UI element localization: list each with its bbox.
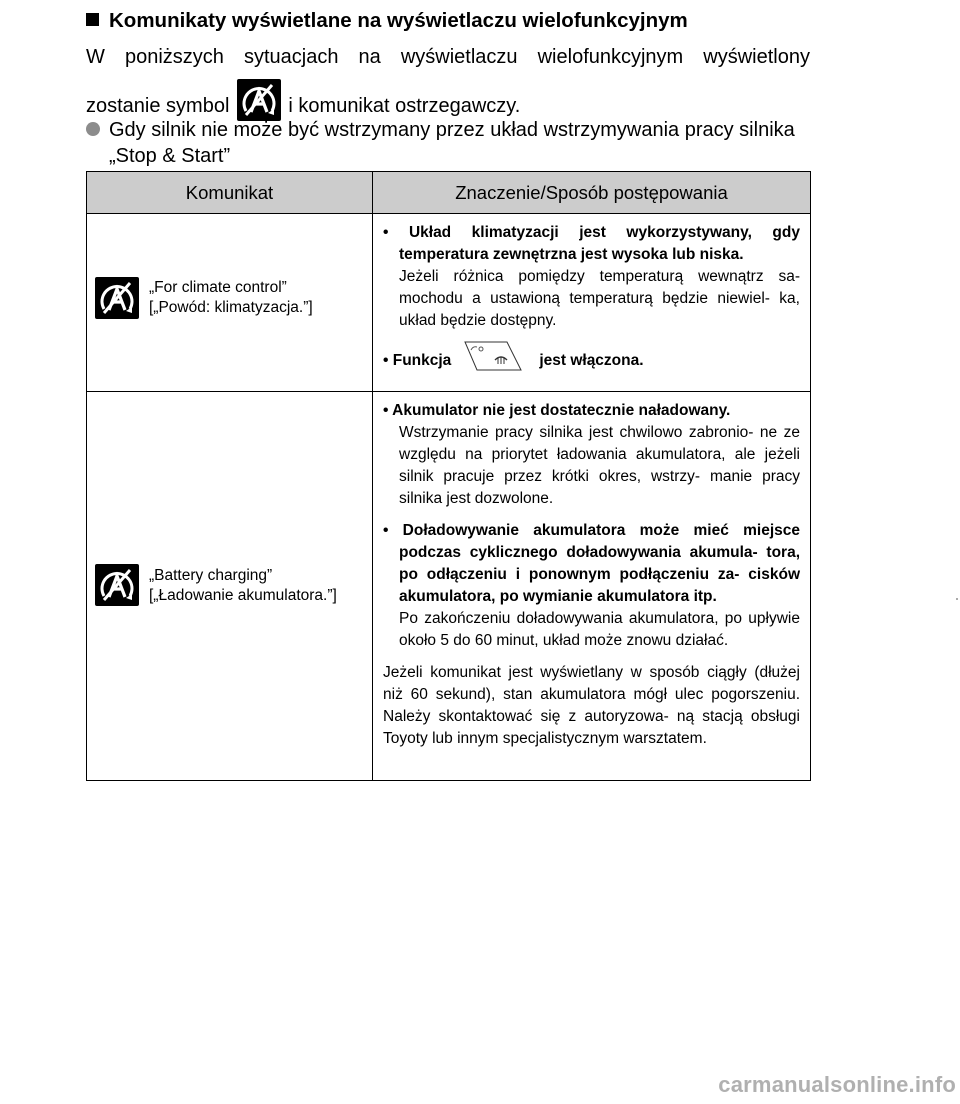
message-label-line-1: „Battery charging” [149,567,273,584]
column-header-message: Komunikat [87,172,373,214]
function-line [383,340,800,381]
intro-text-after-icon: i komunikat ostrzegawczy. [288,94,521,117]
intro-line-1: W poniższych sytuacjach na wyświetlaczu wielofunkcyjnym wyświetlony [86,46,810,68]
meaning-normal-text: Po zakończeniu doładowywania akumulatora, po upływie około 5 do 60 minut, układ może znowu działać. [399,610,800,649]
windshield-defogger-button-icon [463,340,523,381]
section-heading [86,8,688,34]
meaning-bold-text: • Akumulator nie jest dostatecznie naładowany. [383,402,731,419]
meaning-bold-text: • Układ klimatyzacji jest wykorzystywany, gdy temperatura zewnętrzna jest wysoka lub niska. [383,224,800,263]
condition-line-1: Gdy silnik nie może być wstrzymany przez układ wstrzymywania pracy silnika [109,119,795,141]
meaning-normal-text: Jeżeli różnica pomiędzy temperaturą wewnątrz sa- mochodu a ustawioną temperaturą będzie niewiel- ka, układ będzie dostępny. [399,268,800,329]
meaning-footer-text: Jeżeli komunikat jest wyświetlany w sposób ciągły (dłużej niż 60 sekund), stan akumulatora mógł ulec pogorszeniu. Należy skontaktować się z autoryzowa- ną stacją obsługi Toyoty lub innym specjalistycznym warsztatem. [383,664,800,747]
auto-stop-start-off-icon [95,564,139,611]
message-label-line-2: [„Powód: klimatyzacja.”] [149,299,313,316]
message-label-line-2: [„Ładowanie akumulatora.”] [149,587,337,604]
square-bullet-icon [86,13,99,26]
condition-line-2: „Stop & Start” [109,145,231,167]
circle-bullet-icon [86,122,100,136]
message-label [149,566,337,606]
function-text-after: jest włączona. [539,351,644,369]
meaning-normal-text: Wstrzymanie pracy silnika jest chwilowo zabronio- ne ze względu na priorytet ładowania akumulatora, ale jeżeli silnik pracuje przez krótki okres, wstrzy- manie pracy silnika jest dozwolone. [399,424,800,507]
function-text-before: • Funkcja [383,351,452,369]
message-cell-battery [87,392,373,781]
table-row [87,214,811,392]
condition-bullet [86,117,810,169]
section-heading-text: Komunikaty wyświetlane na wyświetlaczu wielofunkcyjnym [109,9,688,32]
message-cell-climate [87,214,373,392]
intro-text-before-icon: zostanie symbol [86,94,230,117]
table-header-row [87,172,811,214]
meaning-cell-climate [373,214,811,392]
column-header-meaning: Znaczenie/Sposób postępowania [373,172,811,214]
messages-table [86,171,811,781]
table-row [87,392,811,781]
watermark: carmanualsonline.info [718,1072,956,1097]
meaning-bold-text: • Doładowywanie akumulatora może mieć miejsce podczas cyklicznego doładowywania akumula- tora, po odłączeniu i ponownym podłączeniu za- cisków akumulatora, po wymianie akumulatora itp. [383,522,800,605]
auto-stop-start-off-icon [95,277,139,324]
meaning-cell-battery [373,392,811,781]
page-mark [956,598,958,600]
message-label [149,278,313,318]
message-label-line-1: „For climate control” [149,279,287,296]
